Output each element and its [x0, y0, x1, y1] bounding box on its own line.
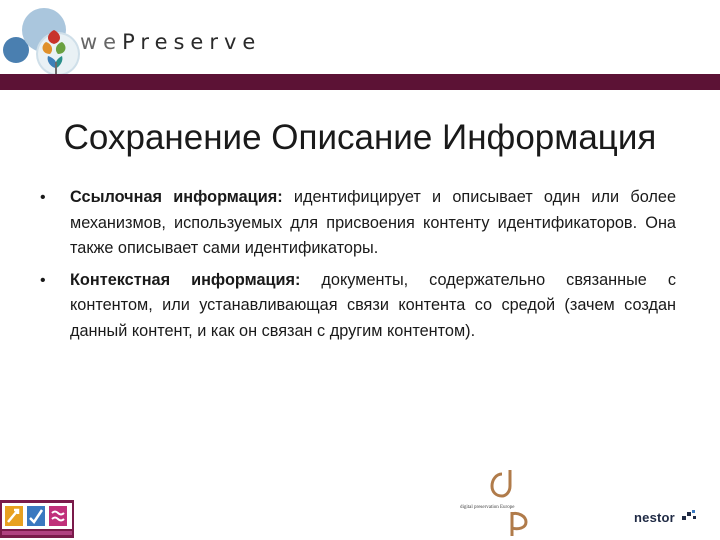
bullet-item-context — [40, 268, 676, 345]
digital-preservation-europe-logo-icon — [458, 468, 538, 538]
bullet-item-reference — [40, 185, 676, 262]
slide-title: Сохранение Описание Информация — [63, 118, 657, 157]
bullet-icon: • — [40, 271, 46, 289]
nestor-logo — [634, 508, 716, 532]
bullet-term: Ссылочная информация: — [70, 188, 283, 206]
logo-brand-we: we — [80, 30, 123, 54]
bullet-term: Контекстная информация: — [70, 270, 301, 289]
wepreserve-logo-text — [80, 30, 261, 54]
header — [0, 0, 720, 88]
nestor-dots-icon — [682, 510, 698, 522]
logo-brand-preserve: Preserve — [122, 30, 262, 54]
bullet-text: идентифицирует и описывает один или более механизмов, используемых для присвоения контенту идентификаторов. Она также описывает сами идентификаторы. — [70, 188, 676, 257]
bullet-list — [40, 185, 676, 350]
dp-caption: digital preservation Europe — [460, 505, 515, 510]
partner-logo-icon — [0, 500, 74, 538]
wepreserve-logo-icon — [2, 6, 82, 80]
bullet-icon: • — [40, 189, 46, 206]
bullet-text: документы, содержательно связанные с контентом, или устанавливающая связи контента со средой (зачем создан данный контент, и как он связан с другим контентом). — [70, 270, 676, 340]
header-bar — [0, 74, 720, 90]
nestor-logo-text: nestor — [634, 510, 675, 525]
